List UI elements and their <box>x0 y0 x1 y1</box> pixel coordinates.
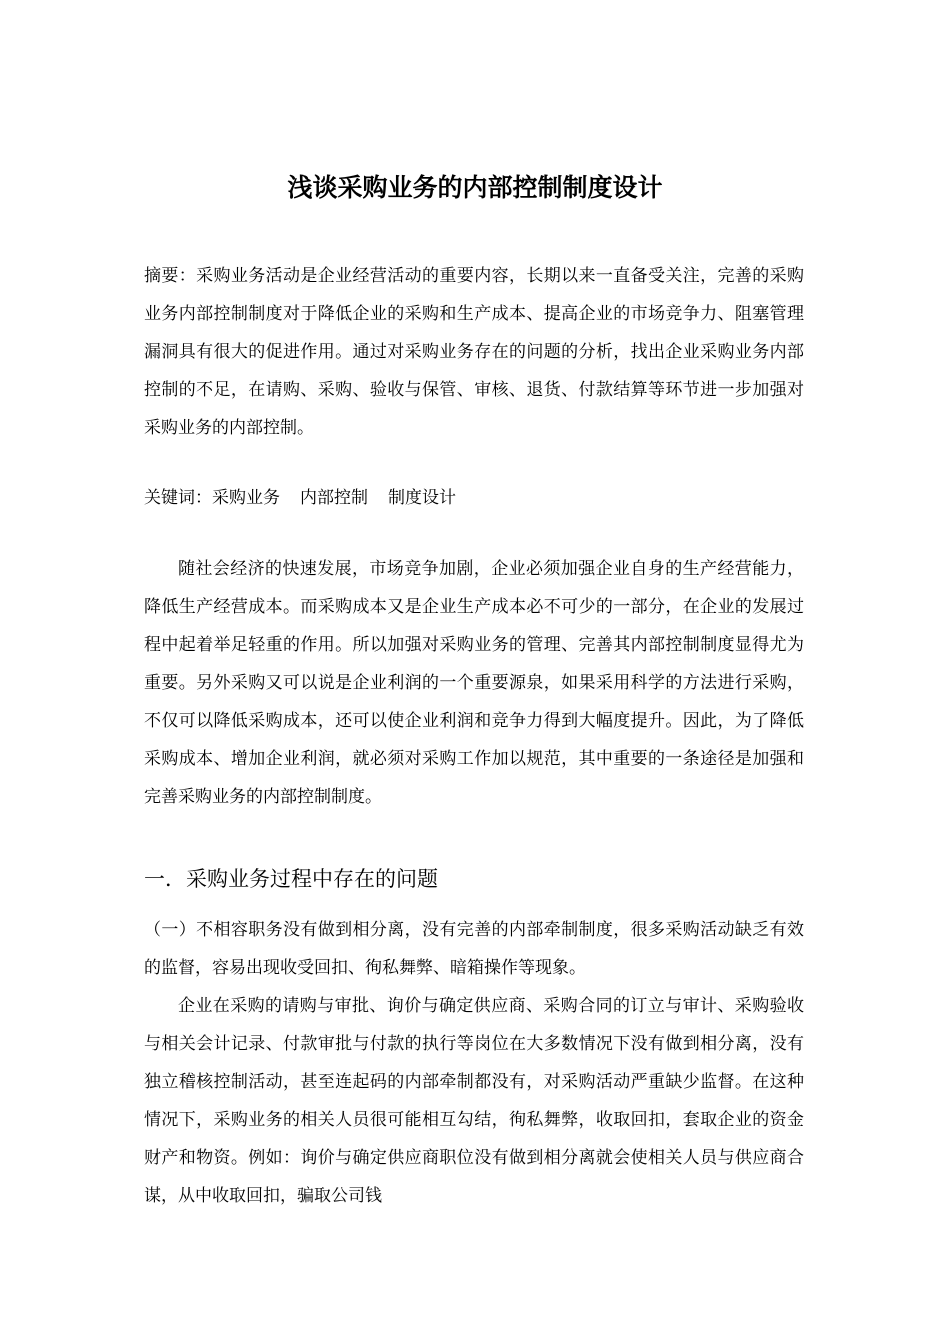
abstract-label: 摘要： <box>144 266 197 286</box>
section-heading: 一．采购业务过程中存在的问题 <box>144 867 438 891</box>
keyword-item: 采购业务 <box>212 488 280 508</box>
intro-paragraph: 随社会经济的快速发展，市场竞争加剧，企业必须加强企业自身的生产经营能力，降低生产经营成本。而采购成本又是企业生产成本必不可少的一部分，在企业的发展过程中起着举足轻重的作用。所以加强对采购业务的管理、完善其内部控制制度显得尤为重要。另外采购又可以说是企业利润的一个重要源泉，如果采用科学的方法进行采购，不仅可以降低采购成本，还可以使企业利润和竞争力得到大幅度提升。因此，为了降低采购成本、增加企业利润，就必须对采购工作加以规范，其中重要的一条途径是加强和完善采购业务的内部控制制度。 <box>144 559 804 807</box>
keyword-item: 制度设计 <box>388 488 456 508</box>
abstract-text: 采购业务活动是企业经营活动的重要内容，长期以来一直备受关注，完善的采购业务内部控制制度对于降低企业的采购和生产成本、提高企业的市场竞争力、阻塞管理漏洞具有很大的促进作用。通过对采购业务存在的问题的分析，找出企业采购业务内部控制的不足，在请购、采购、验收与保管、审核、退货、付款结算等环节进一步加强对采购业务的内部控制。 <box>144 266 805 438</box>
keywords-label: 关键词： <box>144 488 212 508</box>
body-paragraph: 企业在采购的请购与审批、询价与确定供应商、采购合同的订立与审计、采购验收与相关会计记录、付款审批与付款的执行等岗位在大多数情况下没有做到相分离，没有独立稽核控制活动，甚至连起码的内部牵制都没有，对采购活动严重缺少监督。在这种情况下，采购业务的相关人员很可能相互勾结，徇私舞弊，收取回扣，套取企业的资金财产和物资。例如：询价与确定供应商职位没有做到相分离就会使相关人员与供应商合谋，从中收取回扣，骗取公司钱 <box>144 996 804 1206</box>
keywords-line <box>144 479 804 517</box>
abstract-paragraph <box>144 257 804 447</box>
keyword-item: 内部控制 <box>300 488 368 508</box>
document-title: 浅谈采购业务的内部控制制度设计 <box>287 173 663 202</box>
subsection-heading: （一）不相容职务没有做到相分离，没有完善的内部牵制制度，很多采购活动缺乏有效的监督，容易出现收受回扣、徇私舞弊、暗箱操作等现象。 <box>144 920 804 978</box>
